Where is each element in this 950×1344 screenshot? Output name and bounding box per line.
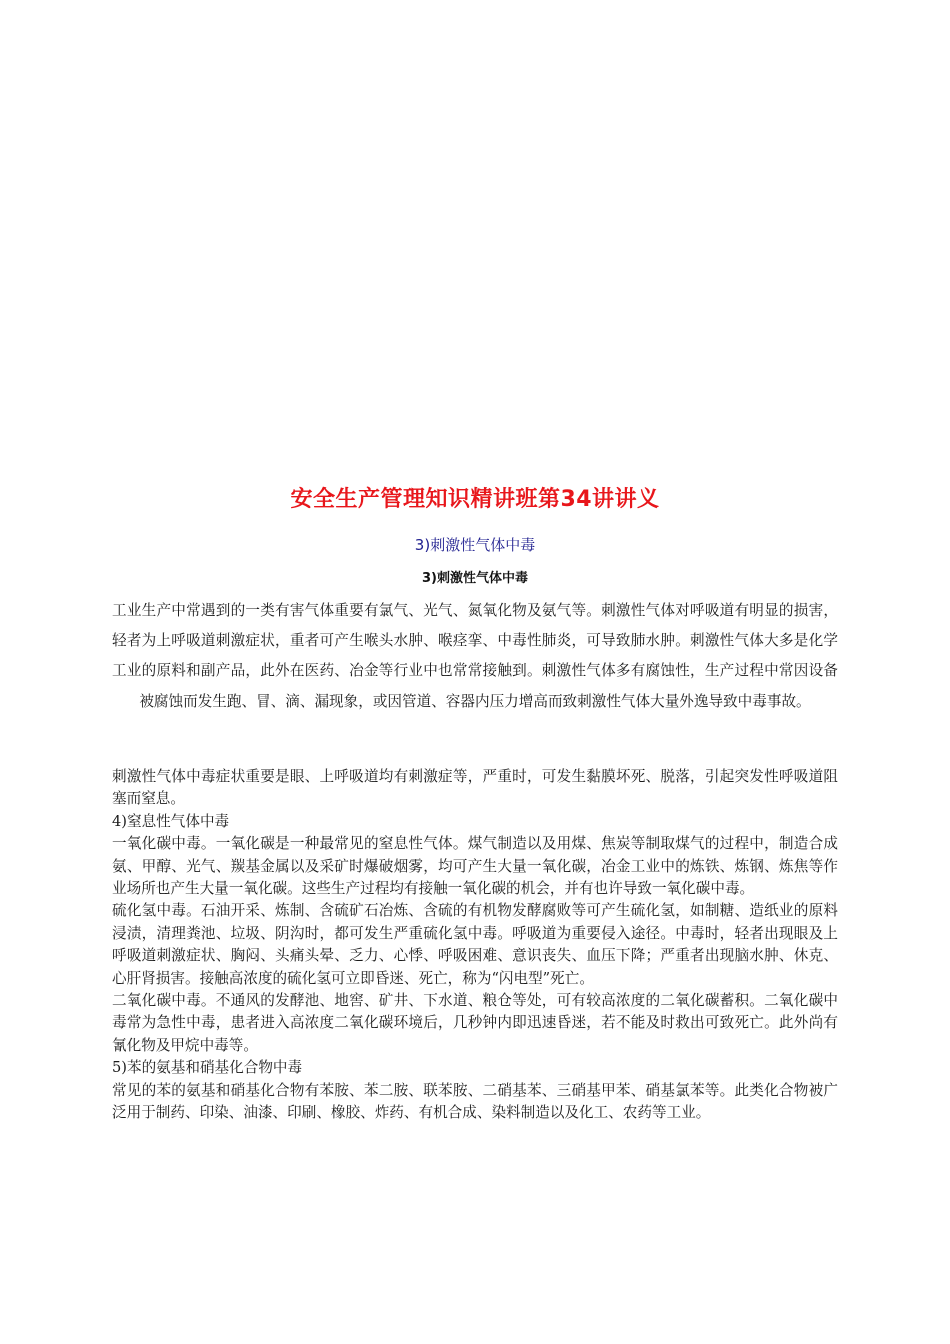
heading-benzene-compounds: 5)苯的氨基和硝基化合物中毒 — [112, 1059, 303, 1077]
paragraph-symptoms: 刺激性气体中毒症状重要是眼、上呼吸道均有刺激症等，严重时，可发生黏膜坏死、脱落，引起突发性呼吸道阻塞而窒息。 — [112, 768, 838, 808]
section-heading: 3)刺激性气体中毒 — [422, 571, 528, 586]
paragraph-hydrogen-sulfide: 硫化氢中毒。石油开采、炼制、含硫矿石冶炼、含硫的有机物发酵腐败等可产生硫化氢，如制糖、造纸业的原料浸渍，清理粪池、垃圾、阴沟时，都可发生严重硫化氢中毒。呼吸道为重要侵入途径。中毒时，轻者出现眼及上呼吸道刺激症状、胸闷、头痛头晕、乏力、心悸、呼吸困难、意识丧失、血压下降；严重者出现脑水肿、休克、心肝肾损害。接触高浓度的硫化氢可立即昏迷、死亡，称为“闪电型”死亡。 — [112, 902, 838, 987]
subtitle: 3)刺激性气体中毒 — [414, 536, 536, 554]
body-text — [112, 766, 838, 1125]
heading-asphyxiant-gas: 4)窒息性气体中毒 — [112, 812, 230, 830]
paragraph-carbon-dioxide: 二氧化碳中毒。不通风的发酵池、地窖、矿井、下水道、粮仓等处，可有较高浓度的二氧化碳蓄积。二氧化碳中毒常为急性中毒，患者进入高浓度二氧化碳环境后，几秒钟内即迅速昏迷，若不能及时救出可致死亡。此外尚有氰化物及甲烷中毒等。 — [112, 992, 838, 1054]
intro-paragraph: 工业生产中常遇到的一类有害气体重要有氯气、光气、氮氧化物及氨气等。刺激性气体对呼吸道有明显的损害，轻者为上呼吸道刺激症状，重者可产生喉头水肿、喉痉挛、中毒性肺炎，可导致肺水肿。刺激性气体大多是化学工业的原料和副产品，此外在医药、冶金等行业中也常常接触到。刺激性气体多有腐蚀性，生产过程中常因设备被腐蚀而发生跑、冒、滴、漏现象，或因管道、容器内压力增高而致刺激性气体大量外逸导致中毒事故。 — [112, 602, 838, 710]
page-title: 安全生产管理知识精讲班第34讲讲义 — [290, 487, 660, 512]
paragraph-carbon-monoxide: 一氧化碳中毒。一氧化碳是一种最常见的窒息性气体。煤气制造以及用煤、焦炭等制取煤气的过程中，制造合成氨、甲醇、光气、羰基金属以及采矿时爆破烟雾，均可产生大量一氧化碳，冶金工业中的炼铁、炼钢、炼焦等作业场所也产生大量一氧化碳。这些生产过程均有接触一氧化碳的机会，并有也许导致一氧化碳中毒。 — [112, 835, 838, 898]
paragraph-benzene-compounds: 常见的苯的氨基和硝基化合物有苯胺、苯二胺、联苯胺、二硝基苯、三硝基甲苯、硝基氯苯等。此类化合物被广泛用于制药、印染、油漆、印刷、橡胶、炸药、有机合成、染料制造以及化工、农药等工业。 — [112, 1081, 838, 1122]
